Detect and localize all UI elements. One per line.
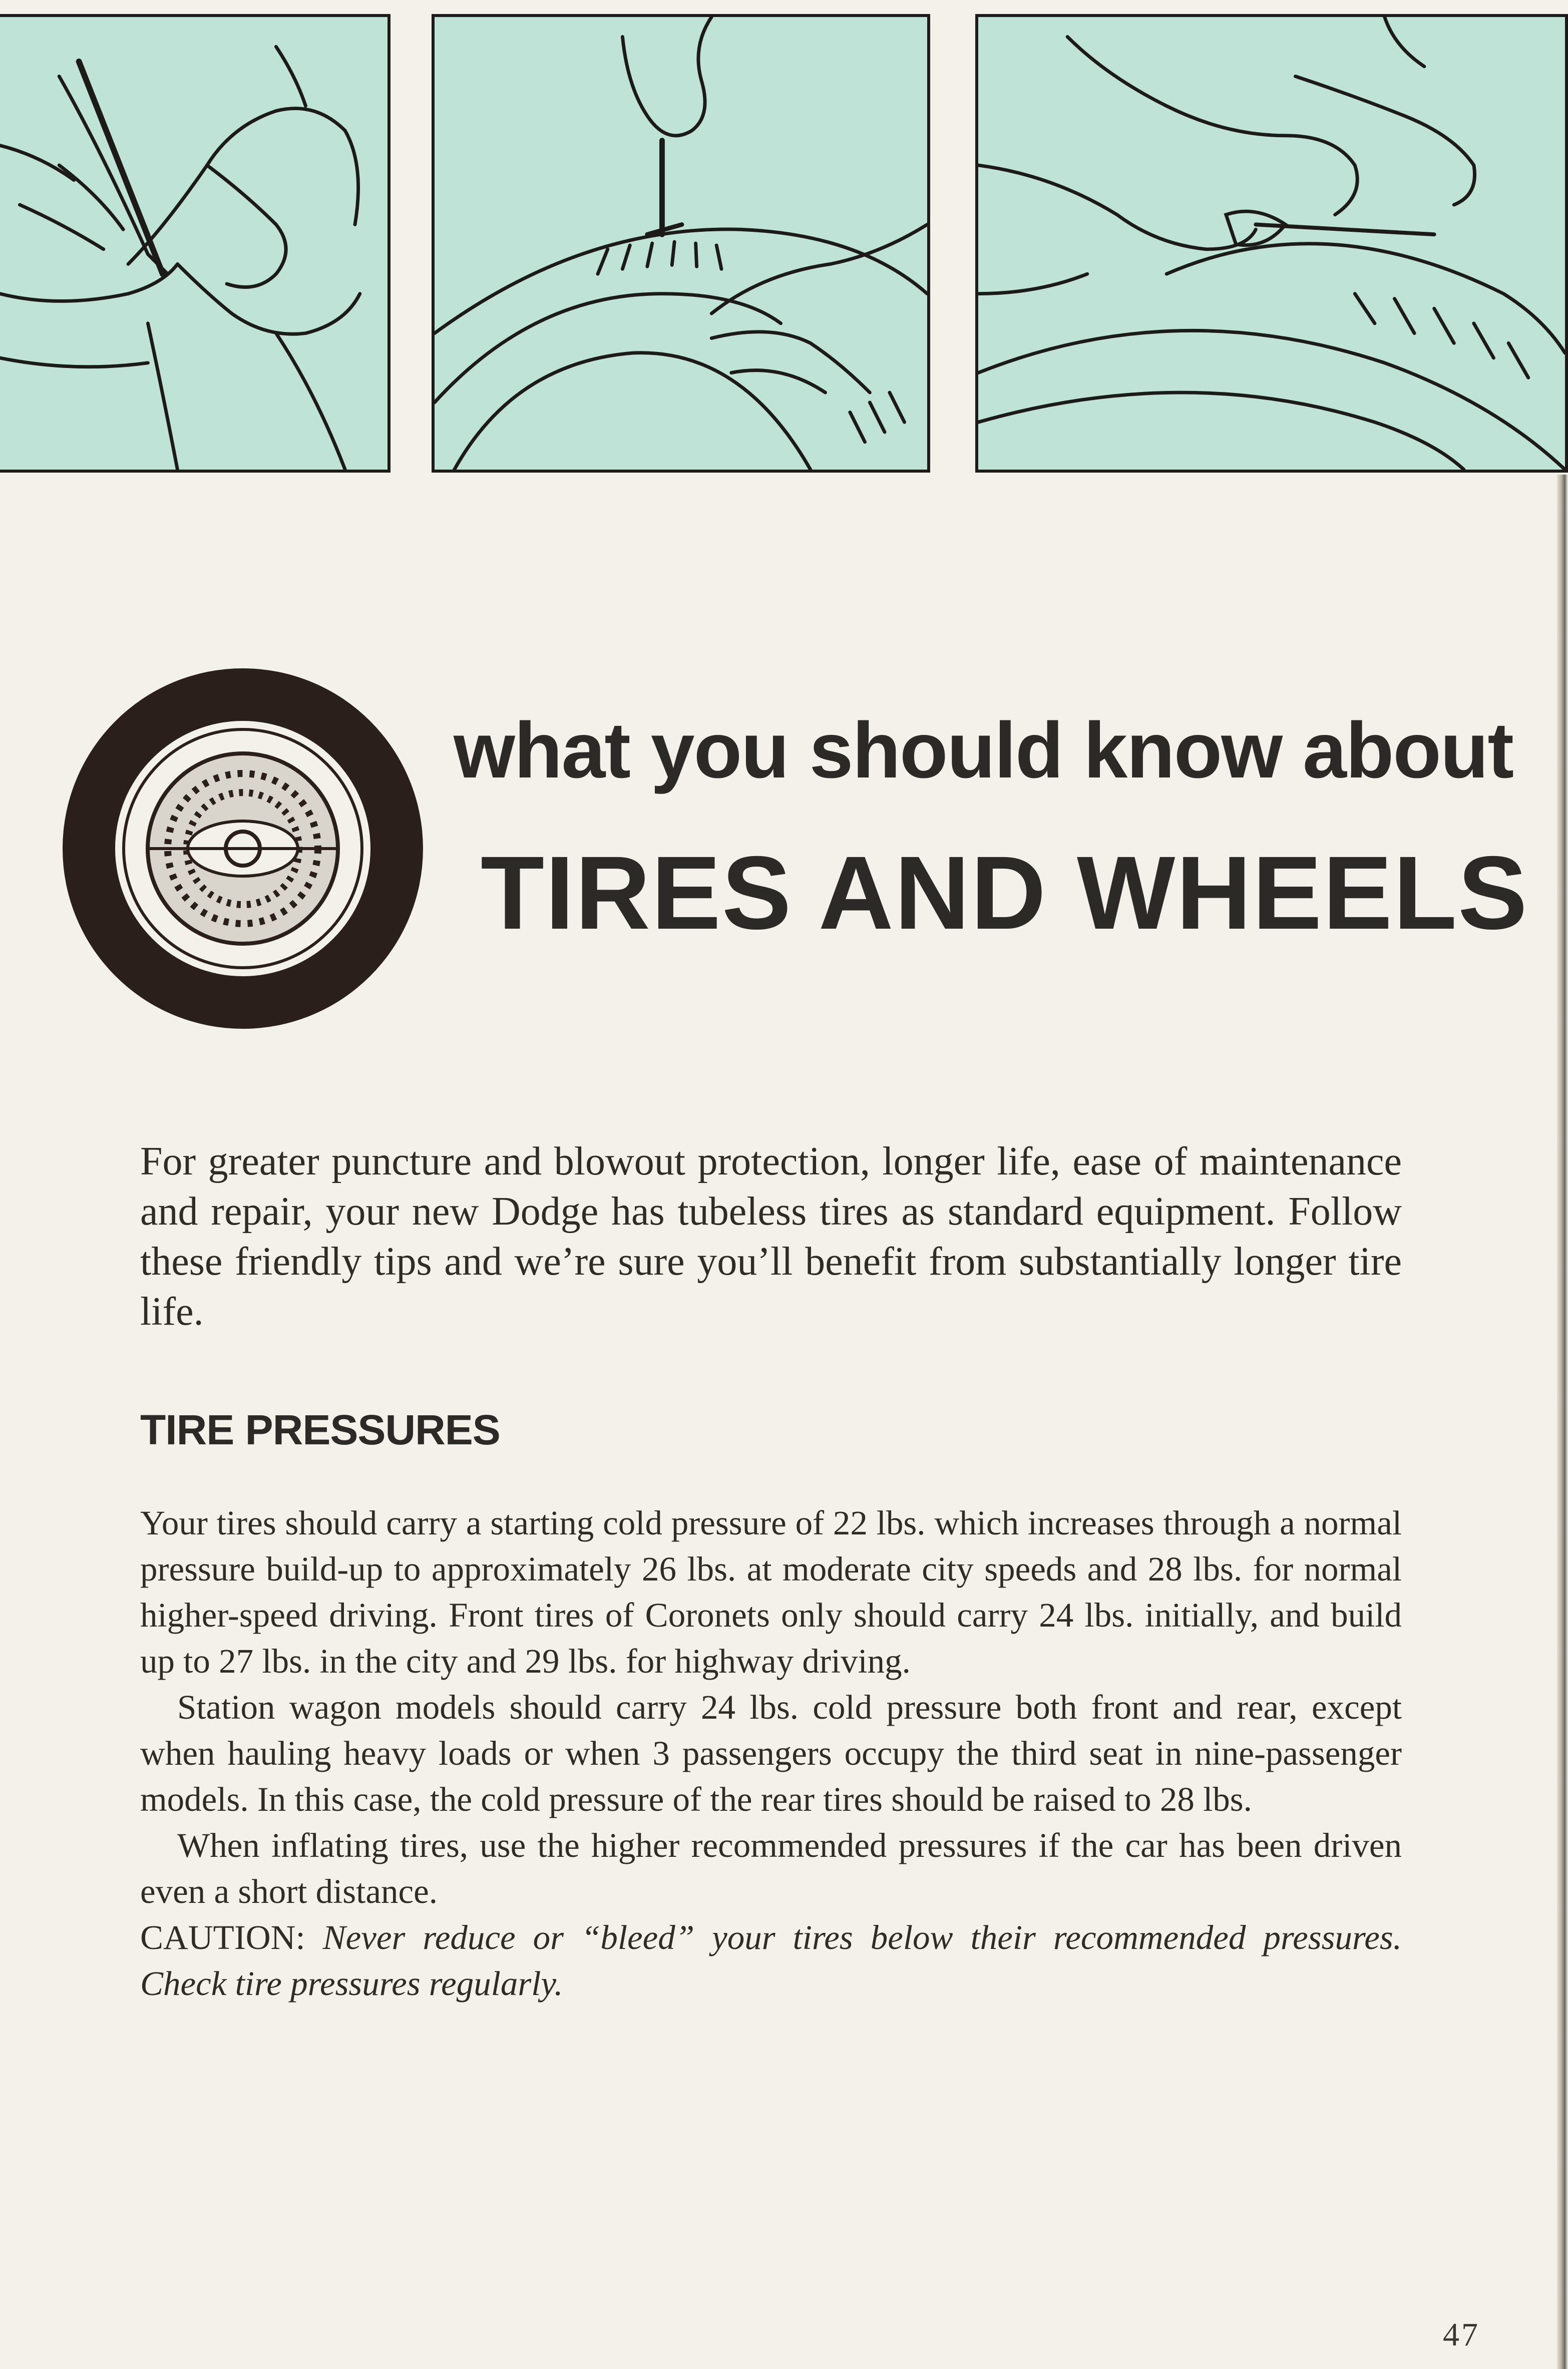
body-paragraph-2: Station wagon models should carry 24 lbs. cold pressure both front and rear, except when hauling heavy loads or when 3 passengers occupy the third seat in nine-passenger models. In this case, the cold pressure of the rear tires should be raised to 28 lbs.	[140, 1688, 1402, 1818]
body-paragraph-3: When inflating tires, use the higher recommended pressures if the car has been driven even a short distance.	[140, 1826, 1402, 1910]
hubcap-tire-emblem	[59, 665, 427, 1033]
caution-label: CAUTION:	[140, 1918, 305, 1956]
hand-removing-nail-illustration	[0, 14, 390, 473]
body-paragraph-1: Your tires should carry a starting cold pressure of 22 lbs. which increases through a normal pressure build-up to approximately 26 lbs. at moderate city speeds and 28 lbs. for normal higher-speed driving. Front tires of Coronets only should carry 24 lbs. initially, and build up to 27 lbs. in the city and 29 lbs. for highway driving.	[140, 1504, 1402, 1680]
section-title: TIRE PRESSURES	[140, 1406, 500, 1453]
page-number: 47	[1443, 2316, 1480, 2353]
heading-line-1: what you should know about	[454, 706, 1513, 795]
caution-text: Never reduce or “bleed” your tires below their recommended pressures. Check tire pressures regularly.	[140, 1918, 1402, 2003]
hand-trimming-plug-illustration	[975, 14, 1568, 473]
tire-pressures-body	[140, 1500, 1402, 2007]
hand-inserting-plug-illustration	[432, 14, 930, 473]
intro-paragraph: For greater puncture and blowout protection, longer life, ease of maintenance and repair, your new Dodge has tubeless tires as standard equipment. Follow these friendly tips and we’re sure you’ll benefit from substantially longer tire life.	[140, 1139, 1402, 1334]
illustration-strip	[0, 0, 1568, 475]
heading-line-2: TIRES AND WHEELS	[481, 835, 1528, 951]
caution-paragraph	[140, 1914, 1402, 2007]
